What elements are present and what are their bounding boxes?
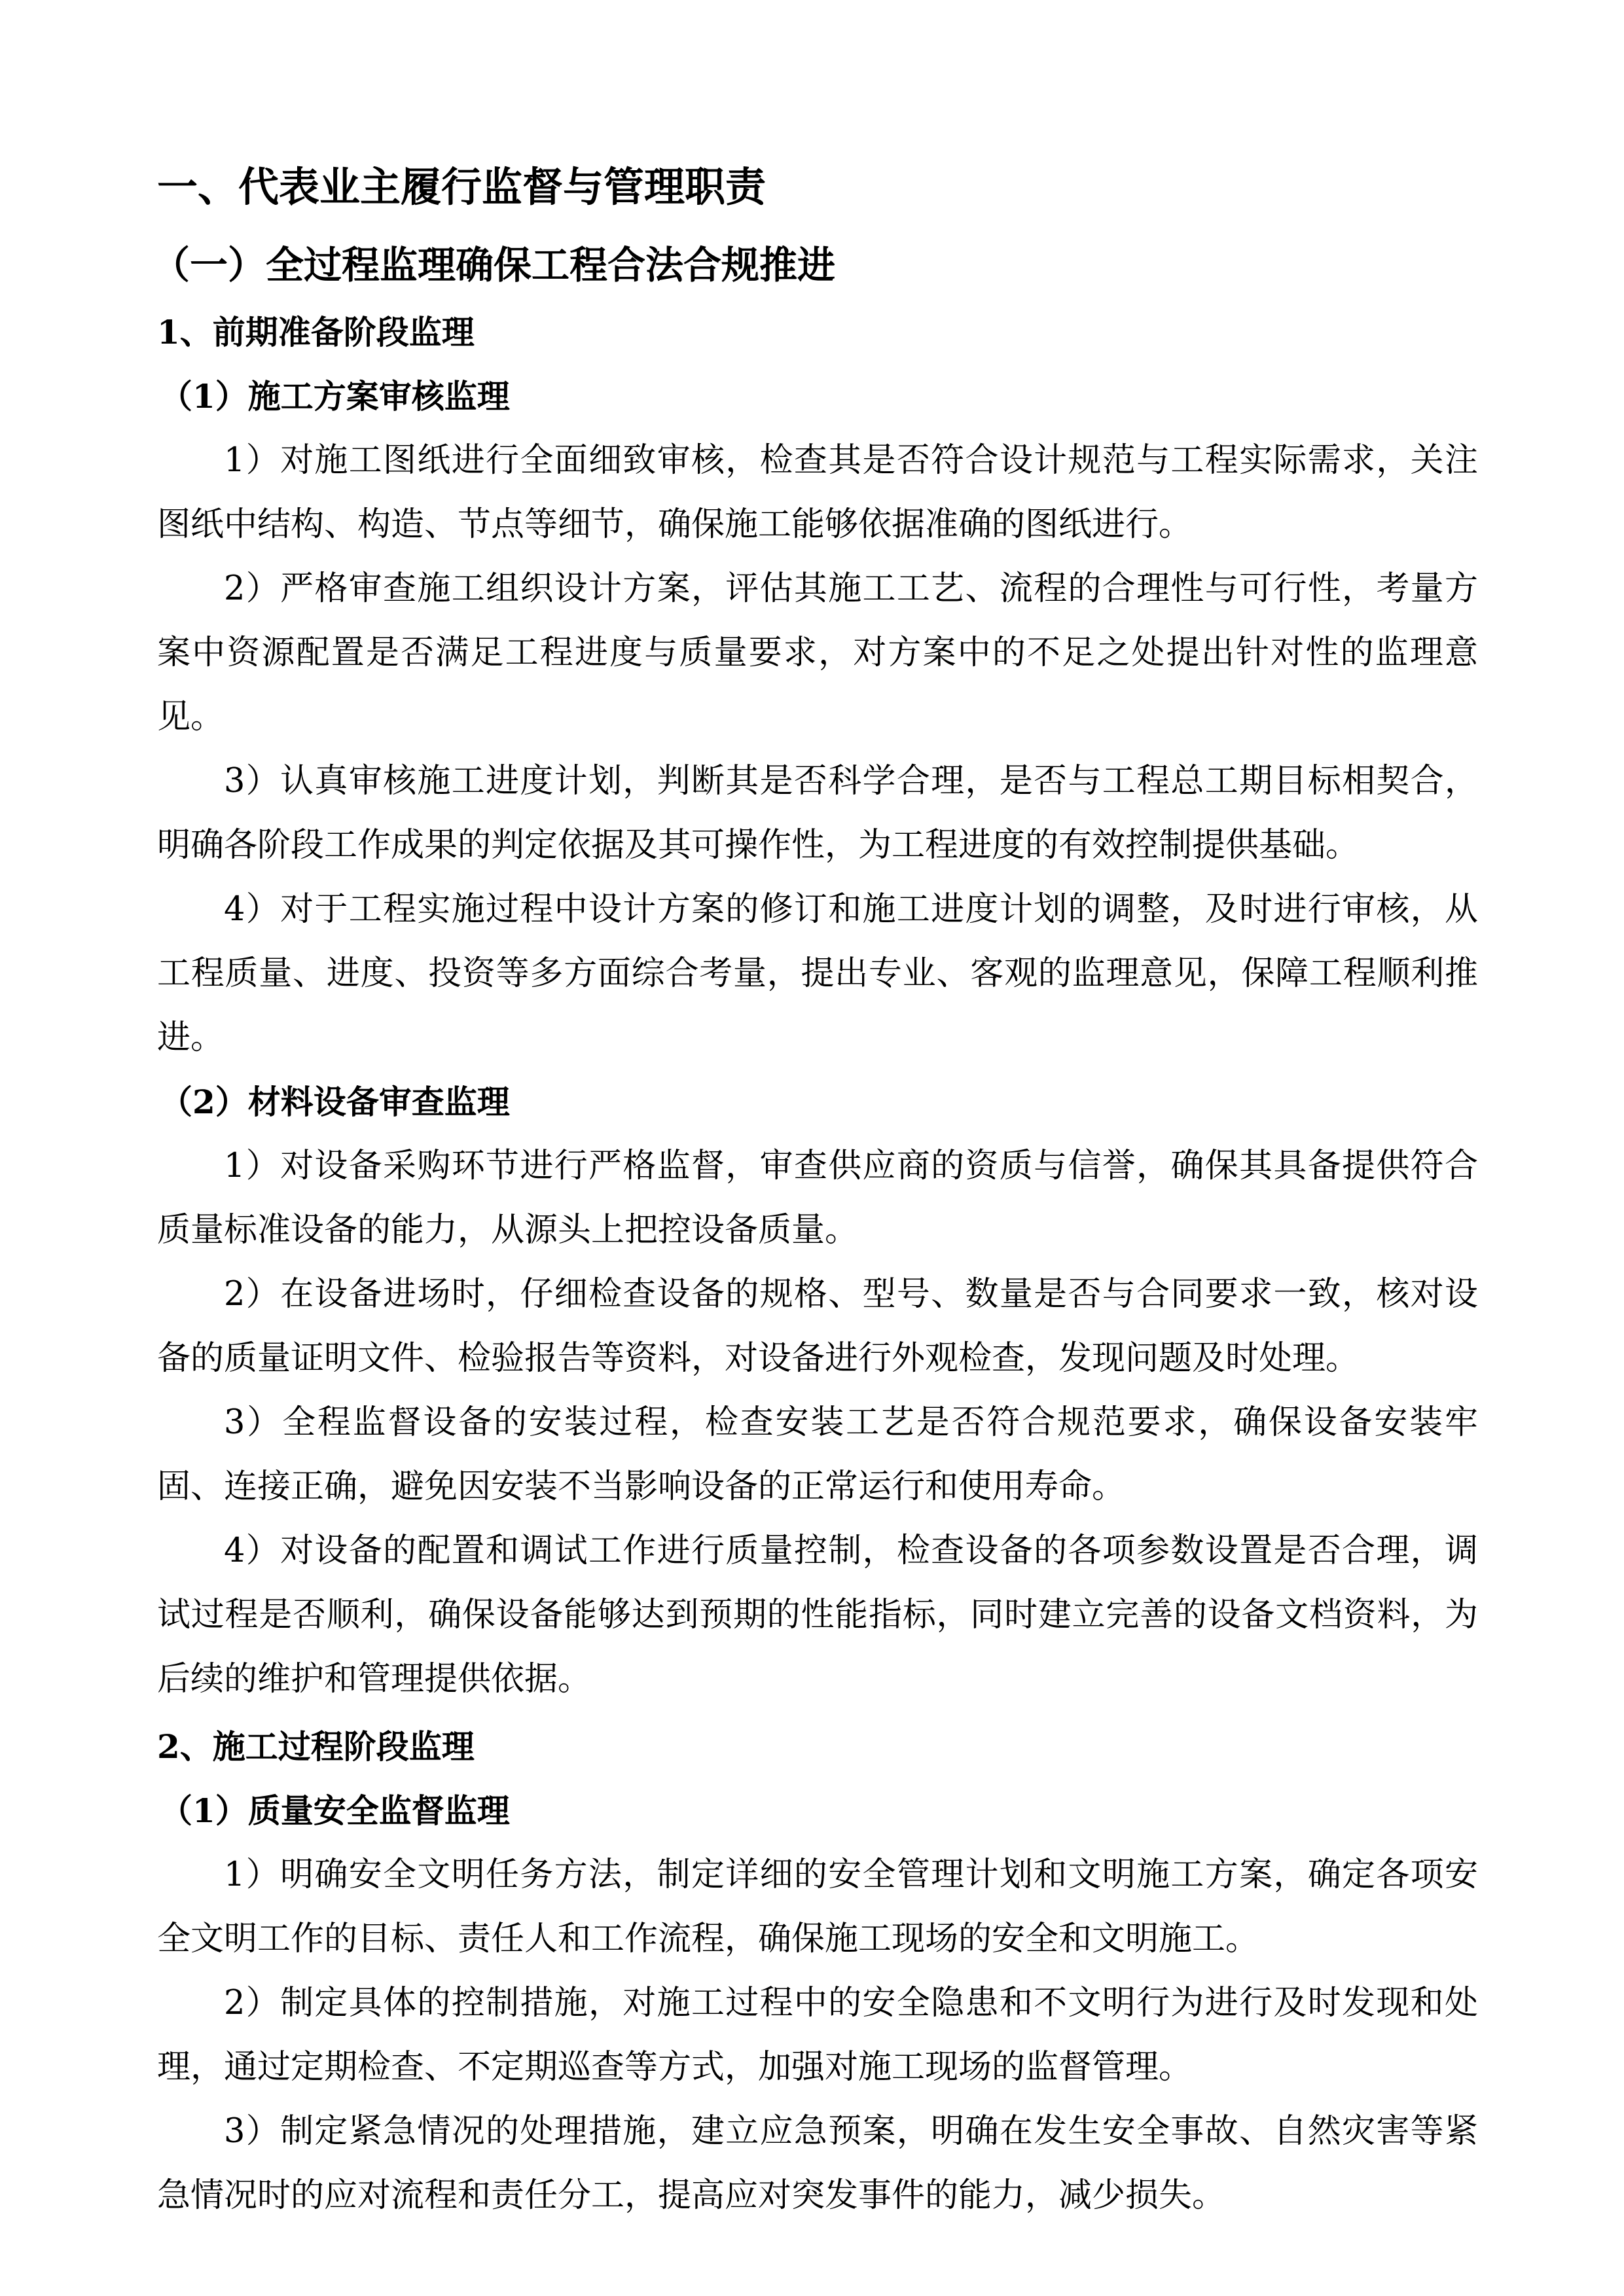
- paragraph: 1）对施工图纸进行全面细致审核，检查其是否符合设计规范与工程实际需求，关注图纸中结构、构造、节点等细节，确保施工能够依据准确的图纸进行。: [157, 441, 1478, 544]
- subsection-heading: （1）施工方案审核监理: [160, 377, 510, 416]
- paragraph: 2）制定具体的控制措施，对施工过程中的安全隐患和不文明行为进行及时发现和处理，通过定期检查、不定期巡查等方式，加强对施工现场的监督管理。: [157, 1984, 1478, 2087]
- chapter-title: 一、代表业主履行监督与管理职责: [157, 163, 767, 211]
- section-title: （一）全过程监理确保工程合法合规推进: [152, 243, 836, 287]
- document-page: [152, 155, 1478, 2228]
- subsection-heading: （1）质量安全监督监理: [160, 1791, 510, 1830]
- paragraph: 3）制定紧急情况的处理措施，建立应急预案，明确在发生安全事故、自然灾害等紧急情况时的应对流程和责任分工，提高应对突发事件的能力，减少损失。: [157, 2112, 1478, 2215]
- part-heading: 1、前期准备阶段监理: [157, 313, 475, 351]
- paragraph: 3）全程监督设备的安装过程，检查安装工艺是否符合规范要求，确保设备安装牢固、连接正确，避免因安装不当影响设备的正常运行和使用寿命。: [157, 1403, 1478, 1506]
- subsection-heading: （2）材料设备审查监理: [160, 1083, 510, 1121]
- paragraph: 3）认真审核施工进度计划，判断其是否科学合理，是否与工程总工期目标相契合，明确各阶段工作成果的判定依据及其可操作性，为工程进度的有效控制提供基础。: [157, 762, 1478, 865]
- paragraph: 4）对于工程实施过程中设计方案的修订和施工进度计划的调整，及时进行审核，从工程质量、进度、投资等多方面综合考量，提出专业、客观的监理意见，保障工程顺利推进。: [157, 890, 1478, 1057]
- paragraph: 1）明确安全文明任务方法，制定详细的安全管理计划和文明施工方案，确定各项安全文明工作的目标、责任人和工作流程，确保施工现场的安全和文明施工。: [157, 1856, 1478, 1958]
- paragraph: 4）对设备的配置和调试工作进行质量控制，检查设备的各项参数设置是否合理，调试过程是否顺利，确保设备能够达到预期的性能指标，同时建立完善的设备文档资料，为后续的维护和管理提供依据。: [157, 1532, 1478, 1698]
- paragraph: 1）对设备采购环节进行严格监督，审查供应商的资质与信誉，确保其具备提供符合质量标准设备的能力，从源头上把控设备质量。: [157, 1147, 1478, 1249]
- paragraph: 2）在设备进场时，仔细检查设备的规格、型号、数量是否与合同要求一致，核对设备的质量证明文件、检验报告等资料，对设备进行外观检查，发现问题及时处理。: [157, 1275, 1478, 1378]
- paragraph: 2）严格审查施工组织设计方案，评估其施工工艺、流程的合理性与可行性，考量方案中资源配置是否满足工程进度与质量要求，对方案中的不足之处提出针对性的监理意见。: [157, 569, 1478, 736]
- part-heading: 2、施工过程阶段监理: [157, 1727, 475, 1766]
